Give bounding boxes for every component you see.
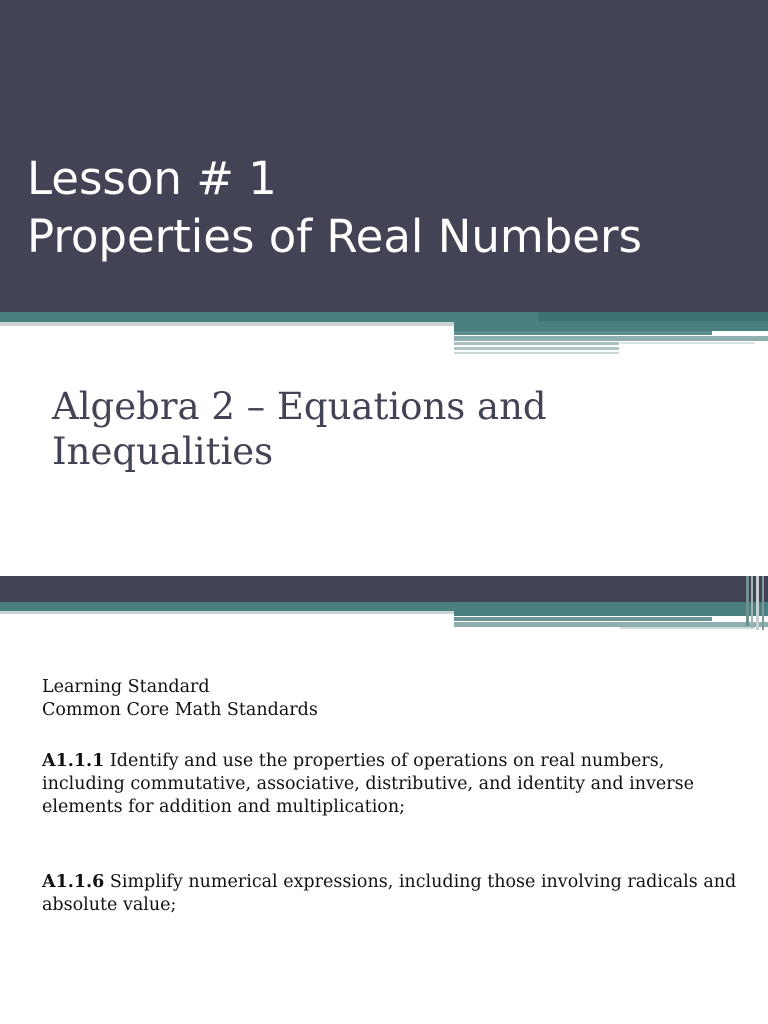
decor-bar	[620, 342, 755, 344]
heading-line-2: Common Core Math Standards	[42, 700, 318, 720]
title-line-1: Lesson # 1	[27, 152, 277, 205]
decor-bar	[712, 617, 756, 621]
decor-vline	[762, 576, 764, 630]
content-slide-header	[0, 576, 768, 602]
decor-bar	[712, 331, 768, 335]
subtitle-line-1: Algebra 2 – Equations and	[52, 385, 547, 428]
decor-bar	[454, 352, 619, 354]
standards-content	[42, 676, 742, 917]
decor-vline	[746, 576, 749, 626]
subtitle-line-2: Inequalities	[52, 430, 274, 473]
slide-subtitle	[52, 384, 547, 474]
decor-bar	[454, 347, 619, 350]
title-line-2: Properties of Real Numbers	[27, 210, 642, 263]
standard-code: A1.1.1	[42, 751, 105, 771]
slide-title	[27, 150, 642, 266]
standard-code: A1.1.6	[42, 872, 105, 892]
decor-bar	[454, 606, 768, 616]
standard-text: Simplify numerical expressions, including those involving radicals and absolute value;	[42, 872, 737, 915]
decor-bar	[454, 617, 712, 621]
decor-bar	[454, 331, 712, 335]
standard-item	[42, 871, 742, 917]
standard-text: Identify and use the properties of operations on real numbers, including commutative, associative, distributive, and identity and inverse elements for addition and multiplication;	[42, 751, 694, 817]
decor-bar	[454, 336, 768, 341]
standards-heading	[42, 676, 742, 722]
decor-bar	[620, 627, 755, 629]
decor-bar	[454, 321, 768, 331]
decor-vline	[756, 576, 759, 630]
decor-bar	[454, 342, 619, 345]
standard-item	[42, 750, 742, 819]
decor-vline	[751, 576, 753, 628]
heading-line-1: Learning Standard	[42, 677, 210, 697]
